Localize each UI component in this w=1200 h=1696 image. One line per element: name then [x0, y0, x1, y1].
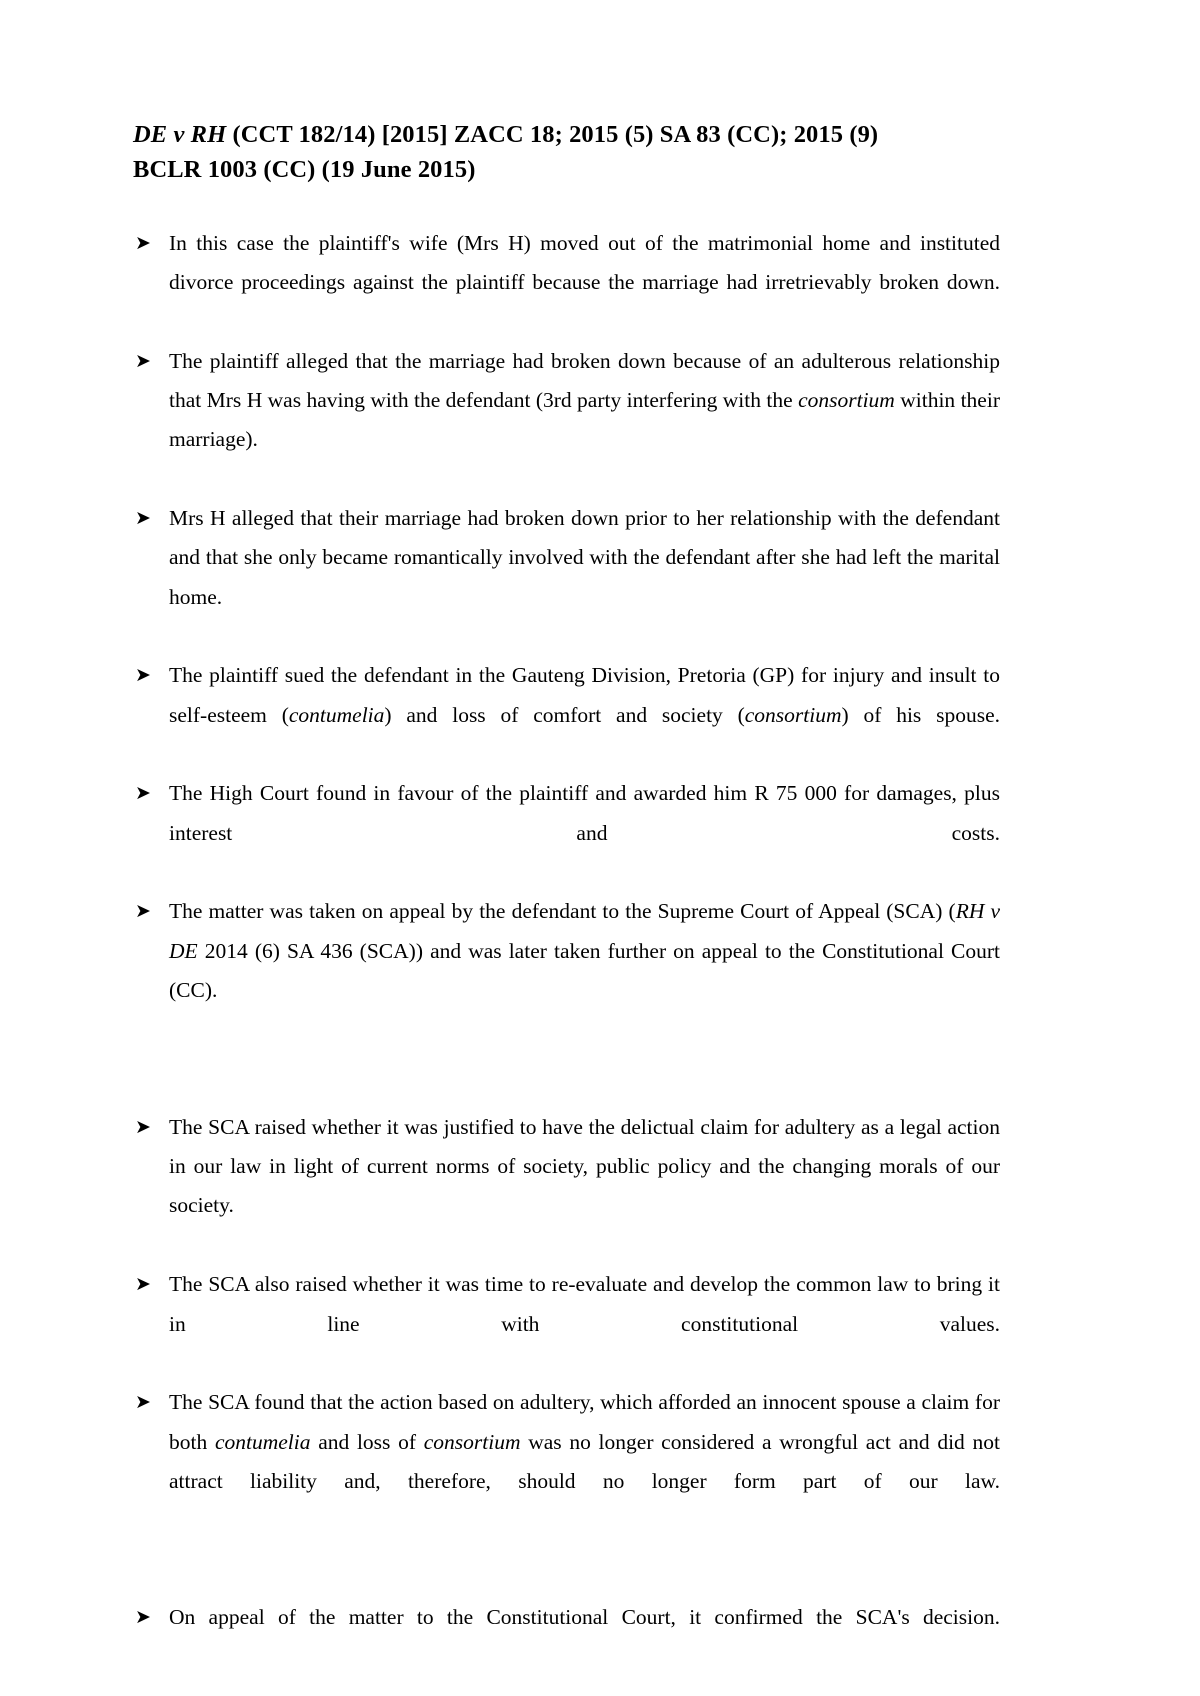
- bullet-item: [133, 656, 1000, 774]
- arrow-bullet-icon: ➤: [135, 1605, 151, 1628]
- bullet-text: [169, 656, 1000, 774]
- page-title: [133, 118, 933, 188]
- text-run: was no longer considered a wrongful act and did not attract liability and, therefore, should no longer form part of our law.: [169, 1429, 1000, 1493]
- arrow-bullet-icon: ➤: [135, 349, 151, 372]
- arrow-bullet-icon: ➤: [135, 506, 151, 529]
- case-name: DE v RH: [133, 121, 227, 148]
- latin-term: RH v DE: [169, 899, 1000, 963]
- text-run: The matter was taken on appeal by the defendant to the Supreme Court of Appeal (SCA) (: [169, 899, 956, 924]
- bullet-text: [169, 1383, 1000, 1540]
- bullet-list-cc: [133, 1598, 1000, 1677]
- text-run: ) of his spouse.: [841, 702, 1000, 727]
- bullet-text: The SCA raised whether it was justified to have the delictual claim for adultery as a legal action in our law in light of current norms of society, public policy and the changing morals of our society.: [169, 1114, 1000, 1218]
- text-run: The SCA found that the action based on adultery, which afforded an innocent spouse a claim for both: [169, 1390, 1000, 1454]
- case-citation: (CCT 182/14) [2015] ZACC 18; 2015 (5) SA 83 (CC); 2015 (9) BCLR 1003 (CC) (19 June 2015): [133, 121, 879, 183]
- text-run: ) and loss of comfort and society (: [384, 702, 745, 727]
- arrow-bullet-icon: ➤: [135, 664, 151, 687]
- bullet-item: [133, 1383, 1000, 1540]
- latin-term: consortium: [744, 702, 842, 727]
- arrow-bullet-icon: ➤: [135, 900, 151, 923]
- latin-term: consortium: [423, 1429, 521, 1454]
- arrow-bullet-icon: ➤: [135, 231, 151, 254]
- bullet-text: The High Court found in favour of the plaintiff and awarded him R 75 000 for damages, plus interest and costs.: [169, 781, 1000, 845]
- bullet-item: [133, 1598, 1000, 1677]
- bullet-list-facts: [133, 224, 1000, 1050]
- latin-term: consortium: [798, 387, 895, 412]
- latin-term: contumelia: [214, 1429, 311, 1454]
- bullet-item: [133, 774, 1000, 892]
- text-run: The plaintiff alleged that the marriage had broken down because of an adulterous relationship that Mrs H was having with the defendant (3rd party interfering with the: [169, 348, 1000, 412]
- bullet-text: On appeal of the matter to the Constitutional Court, it confirmed the SCA's decision.: [169, 1604, 1000, 1629]
- text-run: The plaintiff sued the defendant in the Gauteng Division, Pretoria (GP) for injury and insult to self-esteem (: [169, 663, 1000, 727]
- bullet-group-sca: [133, 1108, 1000, 1541]
- bullet-text: In this case the plaintiff's wife (Mrs H) moved out of the matrimonial home and instituted divorce proceedings against the plaintiff because the marriage had irretrievably broken down.: [169, 230, 1000, 294]
- bullet-item: [133, 1265, 1000, 1383]
- bullet-group-facts: [133, 224, 1000, 1050]
- bullet-text: The SCA also raised whether it was time to re-evaluate and develop the common law to bring it in line with constitutional values.: [169, 1272, 1000, 1336]
- bullet-item: [133, 342, 1000, 499]
- bullet-item: [133, 1108, 1000, 1265]
- bullet-text: Mrs H alleged that their marriage had broken down prior to her relationship with the defendant and that she only became romantically involved with the defendant after she had left the marital home.: [169, 505, 1000, 609]
- text-run: within their marriage).: [169, 387, 1000, 452]
- latin-term: contumelia: [288, 702, 385, 727]
- text-run: and loss of: [310, 1429, 424, 1454]
- bullet-item: [133, 499, 1000, 656]
- bullet-group-cc: [133, 1598, 1000, 1677]
- text-run: 2014 (6) SA 436 (SCA)) and was later taken further on appeal to the Constitutional Court (CC).: [169, 938, 1000, 1003]
- bullet-list-sca: [133, 1108, 1000, 1541]
- arrow-bullet-icon: ➤: [135, 782, 151, 805]
- arrow-bullet-icon: ➤: [135, 1115, 151, 1138]
- bullet-item: [133, 224, 1000, 342]
- arrow-bullet-icon: ➤: [135, 1273, 151, 1296]
- bullet-text: [169, 342, 1000, 499]
- bullet-text: [169, 892, 1000, 1049]
- bullet-item: [133, 892, 1000, 1049]
- arrow-bullet-icon: ➤: [135, 1391, 151, 1414]
